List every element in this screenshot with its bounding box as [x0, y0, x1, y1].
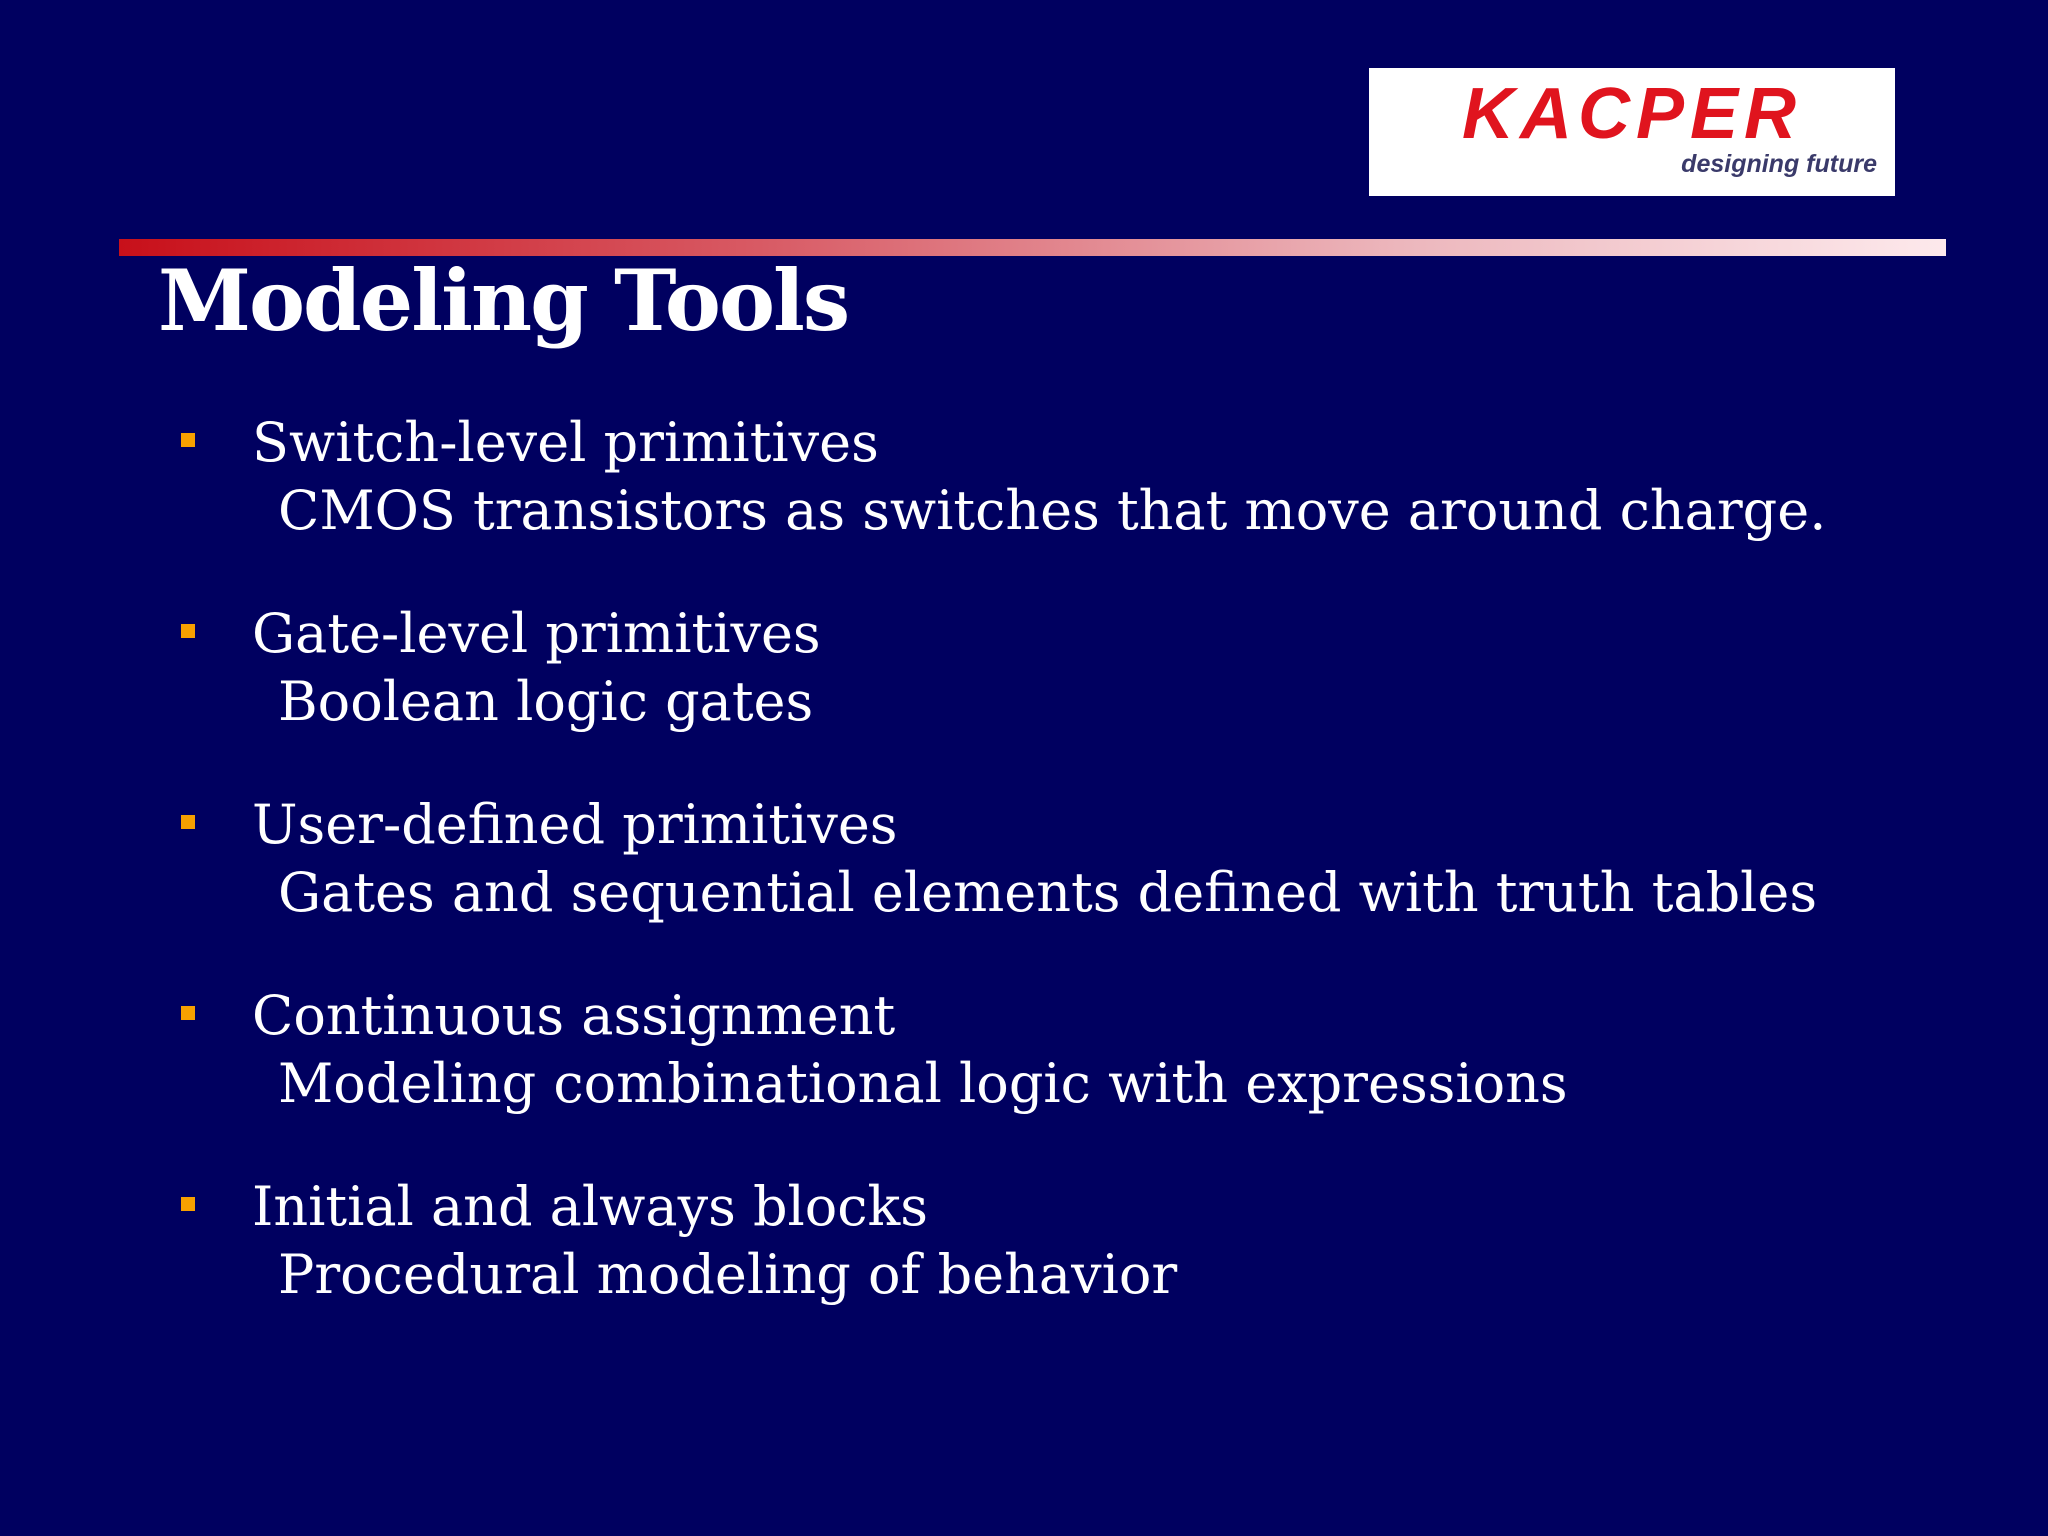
bullet-detail: Modeling combinational logic with expressions	[278, 1052, 1568, 1115]
square-bullet-icon	[181, 1006, 195, 1020]
list-item	[0, 983, 2048, 1123]
bullet-heading: Switch-level primitives	[252, 411, 879, 474]
bullet-detail: Procedural modeling of behavior	[278, 1243, 1178, 1306]
square-bullet-icon	[181, 815, 195, 829]
bullet-heading: Initial and always blocks	[252, 1175, 928, 1238]
list-item	[0, 792, 2048, 932]
square-bullet-icon	[181, 1197, 195, 1211]
logo-wordmark: KACPER	[1461, 74, 1803, 154]
bullet-detail: Gates and sequential elements defined with truth tables	[278, 861, 1818, 924]
list-item	[0, 1174, 2048, 1314]
square-bullet-icon	[181, 624, 195, 638]
square-bullet-icon	[181, 433, 195, 447]
bullet-heading: Gate-level primitives	[252, 602, 821, 665]
list-item	[0, 601, 2048, 741]
bullet-heading: User-defined primitives	[252, 793, 898, 856]
slide-title: Modeling Tools	[158, 251, 849, 350]
list-item	[0, 410, 2048, 550]
bullet-detail: Boolean logic gates	[278, 670, 814, 733]
logo-tagline: designing future	[1681, 150, 1877, 178]
bullet-heading: Continuous assignment	[252, 984, 896, 1047]
bullet-detail: CMOS transistors as switches that move around charge.	[278, 479, 1827, 542]
